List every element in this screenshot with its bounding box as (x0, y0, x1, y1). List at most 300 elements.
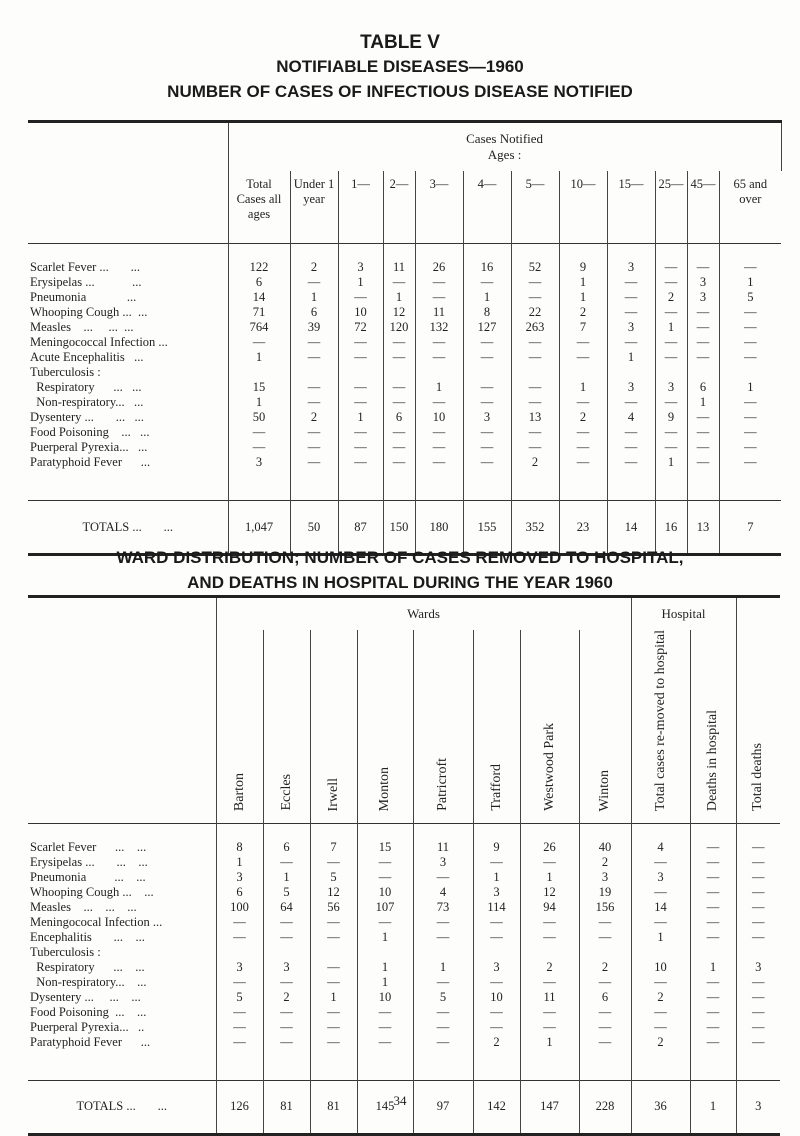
column-header-label: Monton (377, 766, 392, 811)
table-cell (263, 945, 310, 960)
table-cell: — (607, 275, 655, 290)
table-cell: — (559, 440, 607, 455)
table-cell: — (520, 930, 579, 945)
table-cell: 1 (263, 870, 310, 885)
spacer-cell (413, 1050, 473, 1081)
table-cell: — (607, 395, 655, 410)
table-cell: 39 (290, 320, 338, 335)
table-cell: 14 (631, 900, 690, 915)
table-cell: 3 (463, 410, 511, 425)
table-cell: 1 (655, 320, 687, 335)
table-cell: — (690, 1035, 736, 1050)
table-cell (383, 365, 415, 380)
hospital-header: Hospital (631, 597, 736, 631)
table-cell: 6 (263, 823, 310, 855)
table-cell: — (752, 974, 765, 989)
table-cell: — (263, 1020, 310, 1035)
table-cell: — (463, 380, 511, 395)
spacer-row (28, 470, 781, 501)
table-cell: 1 (338, 275, 383, 290)
spacer-cell (415, 470, 463, 501)
header-blank-right (736, 597, 780, 631)
table-cell: 11 (520, 990, 579, 1005)
row-label: Scarlet Fever ... ... (28, 823, 216, 855)
table-row (28, 990, 780, 1005)
column-header: 65 and over (733, 177, 768, 206)
table-row (28, 395, 781, 410)
table-cell: — (216, 1005, 263, 1020)
column-header: 2— (383, 171, 415, 244)
table-cell: — (415, 350, 463, 365)
table-cell: 4 (631, 823, 690, 855)
column-header-label: Trafford (488, 764, 504, 811)
spacer-cell (338, 470, 383, 501)
table-cell (415, 365, 463, 380)
row-label: Meningococal Infection ... (28, 915, 216, 930)
table-cell: — (383, 335, 415, 350)
table-cell: 2 (263, 990, 310, 1005)
row-label: Respiratory ... ... (28, 380, 228, 395)
row-label: Dysentery ... ... ... (28, 990, 216, 1005)
totals-cell: 23 (559, 501, 607, 555)
table-cell: 1 (687, 395, 719, 410)
table-cell: 1 (520, 1035, 579, 1050)
table-cell: — (752, 839, 765, 854)
column-header (631, 630, 690, 823)
table-cell: — (357, 915, 413, 930)
table-cell: — (338, 455, 383, 470)
table-cell: — (338, 380, 383, 395)
table-cell: 3 (473, 885, 520, 900)
row-label-header (28, 630, 216, 823)
table-cell: 2 (473, 1035, 520, 1050)
table-cell: 1 (216, 855, 263, 870)
column-header-label: Westwood Park (541, 723, 557, 811)
table-cell: 3 (607, 320, 655, 335)
table-cell: — (338, 350, 383, 365)
column-header (520, 630, 579, 823)
table-cell: — (463, 275, 511, 290)
table-cell: 4 (413, 885, 473, 900)
spacer-cell (719, 470, 781, 501)
table-cell: — (357, 1020, 413, 1035)
table-cell: — (228, 425, 290, 440)
totals-cell: 14 (607, 501, 655, 555)
table-cell: — (631, 1020, 690, 1035)
table-row (28, 380, 781, 395)
table-cell: 2 (290, 244, 338, 276)
table-cell: — (752, 914, 765, 929)
table-cell: 2 (631, 1035, 690, 1050)
table-cell: — (690, 990, 736, 1005)
row-label: Measles ... ... ... (28, 320, 228, 335)
row-label: Puerperal Pyrexia... ... (28, 440, 228, 455)
column-header: 1— (338, 171, 383, 244)
totals-row (28, 501, 781, 555)
table-cell: — (263, 915, 310, 930)
table-cell: 50 (228, 410, 290, 425)
table-cell: 132 (415, 320, 463, 335)
table-cell: 7 (559, 320, 607, 335)
spacer-cell (511, 470, 559, 501)
table-cell: — (216, 930, 263, 945)
totals-cell: 81 (263, 1080, 310, 1134)
table-cell: — (415, 275, 463, 290)
table-cell: 1 (228, 350, 290, 365)
table-cell: 3 (263, 960, 310, 975)
table-row (28, 945, 780, 960)
table-cell: — (415, 440, 463, 455)
spacer-cell (473, 1050, 520, 1081)
ward-table-heading-1: WARD DISTRIBUTION; NUMBER OF CASES REMOVED TO HOSPITAL, (116, 548, 684, 567)
table-cell: 16 (463, 244, 511, 276)
table-cell: 3 (631, 870, 690, 885)
totals-cell: 87 (338, 501, 383, 555)
table-cell: — (631, 1005, 690, 1020)
table-cell: — (463, 395, 511, 410)
table-cell: — (216, 915, 263, 930)
table-cell: — (744, 440, 757, 454)
table-row (28, 320, 781, 335)
table-cell: — (290, 275, 338, 290)
table-cell (579, 945, 631, 960)
table-cell: — (752, 884, 765, 899)
table-cell: — (263, 930, 310, 945)
table-cell: 114 (473, 900, 520, 915)
table-cell: 72 (338, 320, 383, 335)
table-cell: — (744, 455, 757, 469)
table-row (28, 350, 781, 365)
row-label: Meningococcal Infection ... (28, 335, 228, 350)
table-cell: 73 (413, 900, 473, 915)
table-cell (310, 945, 357, 960)
table-cell: — (752, 1034, 765, 1049)
table-cell: — (690, 885, 736, 900)
table-cell: 6 (290, 305, 338, 320)
column-header-label: Winton (597, 769, 612, 811)
table-cell: — (383, 425, 415, 440)
ward-distribution-body (28, 823, 780, 1134)
row-label: Dysentery ... ... ... (28, 410, 228, 425)
row-label: Acute Encephalitis ... (28, 350, 228, 365)
header-blank (28, 122, 228, 172)
table-cell: — (383, 380, 415, 395)
table-cell: — (290, 440, 338, 455)
table-cell: — (263, 975, 310, 990)
totals-cell: 147 (520, 1080, 579, 1134)
table-cell: — (338, 425, 383, 440)
table-cell: — (310, 960, 357, 975)
table-cell: — (357, 1005, 413, 1020)
table-cell: 52 (511, 244, 559, 276)
table-cell: 1 (310, 990, 357, 1005)
table-row (28, 410, 781, 425)
row-label: Whooping Cough ... ... (28, 885, 216, 900)
table-cell: 3 (607, 244, 655, 276)
table-cell: — (216, 1020, 263, 1035)
spacer-cell (216, 1050, 263, 1081)
table-cell: 1 (338, 410, 383, 425)
table-cell: 8 (463, 305, 511, 320)
table-cell: — (744, 335, 757, 349)
table-cell: — (338, 335, 383, 350)
table-cell: 2 (655, 290, 687, 305)
ward-table-heading-2: AND DEATHS IN HOSPITAL DURING THE YEAR 1960 (187, 573, 613, 592)
table-cell: 120 (383, 320, 415, 335)
table-cell: — (655, 244, 687, 276)
row-label: Respiratory ... ... (28, 960, 216, 975)
table-cell: — (579, 930, 631, 945)
row-label: Tuberculosis : (28, 945, 216, 960)
table-row (28, 440, 781, 455)
table-cell: 2 (520, 960, 579, 975)
spacer-cell (290, 470, 338, 501)
table-cell: — (357, 855, 413, 870)
table-cell (719, 365, 781, 380)
table-cell: 1 (607, 350, 655, 365)
table-cell: — (687, 244, 719, 276)
table-cell: 6 (687, 380, 719, 395)
totals-cell: 145 (357, 1080, 413, 1134)
table-cell: — (310, 1020, 357, 1035)
table-cell: — (413, 870, 473, 885)
column-header-label: Total deaths (750, 743, 766, 811)
group-header-row (28, 122, 781, 172)
table-cell: 1 (357, 975, 413, 990)
table-cell: — (744, 395, 757, 409)
table-cell: — (310, 975, 357, 990)
table-cell: — (752, 989, 765, 1004)
table-row (28, 960, 780, 975)
table-cell: 26 (520, 823, 579, 855)
table-cell: — (310, 1035, 357, 1050)
table-cell: — (310, 915, 357, 930)
table-cell: 1 (463, 290, 511, 305)
column-header (263, 630, 310, 823)
table-cell: — (655, 275, 687, 290)
table-cell: — (687, 440, 719, 455)
table-cell: 1 (747, 380, 754, 394)
table-cell: — (413, 1035, 473, 1050)
table-row (28, 1020, 780, 1035)
spacer-row (28, 1050, 780, 1081)
notified-cases-table (28, 120, 782, 556)
table-cell: 3 (216, 960, 263, 975)
table-cell: 3 (473, 960, 520, 975)
table-cell: — (752, 1019, 765, 1034)
table-cell: 9 (473, 823, 520, 855)
table-cell: — (511, 335, 559, 350)
spacer-cell (228, 470, 290, 501)
table-cell: 1 (228, 395, 290, 410)
table-cell (228, 365, 290, 380)
table-cell: 1 (631, 930, 690, 945)
table-title: TABLE V (360, 32, 440, 53)
table-row (28, 290, 781, 305)
column-header-label: Deaths in hospital (705, 709, 721, 811)
table-row (28, 275, 781, 290)
table-cell: — (690, 930, 736, 945)
table-cell: — (511, 290, 559, 305)
table-cell: — (473, 1005, 520, 1020)
table-cell: — (383, 395, 415, 410)
table-cell (687, 365, 719, 380)
totals-cell: 155 (463, 501, 511, 555)
table-cell: — (631, 915, 690, 930)
table-row (28, 365, 781, 380)
column-header: 25— (655, 171, 687, 244)
table-cell: 12 (310, 885, 357, 900)
spacer-cell (28, 470, 228, 501)
table-cell: — (655, 305, 687, 320)
table-cell: 12 (520, 885, 579, 900)
table-cell: 10 (338, 305, 383, 320)
table-cell: 127 (463, 320, 511, 335)
table-cell: 9 (559, 244, 607, 276)
table-cell (736, 945, 780, 960)
table-cell: 4 (607, 410, 655, 425)
table-cell: — (752, 929, 765, 944)
table-cell: — (690, 870, 736, 885)
row-label: Whooping Cough ... ... (28, 305, 228, 320)
table-cell: — (263, 855, 310, 870)
table-cell: — (511, 380, 559, 395)
totals-cell: 7 (719, 501, 781, 555)
table-cell: — (338, 290, 383, 305)
table-cell: — (752, 869, 765, 884)
table-cell: 3 (687, 275, 719, 290)
column-header: 15— (607, 171, 655, 244)
table-cell: 10 (631, 960, 690, 975)
column-header (413, 630, 473, 823)
table-cell: — (415, 425, 463, 440)
column-header-label: Patricroft (435, 758, 450, 811)
table-cell: 1 (415, 380, 463, 395)
row-label: Paratyphoid Fever ... (28, 455, 228, 470)
totals-cell: 150 (383, 501, 415, 555)
table-cell: — (607, 305, 655, 320)
table-cell: — (338, 440, 383, 455)
spacer-cell (520, 1050, 579, 1081)
table-cell: — (655, 335, 687, 350)
table-cell: — (687, 425, 719, 440)
table-cell: — (310, 930, 357, 945)
column-header (690, 630, 736, 823)
table-cell: — (690, 855, 736, 870)
column-header (736, 630, 780, 823)
table-heading: NUMBER OF CASES OF INFECTIOUS DISEASE NOTIFIED (167, 82, 633, 101)
spacer-cell (655, 470, 687, 501)
table-row (28, 425, 781, 440)
table-cell: — (383, 275, 415, 290)
table-cell: — (511, 275, 559, 290)
table-cell: 3 (755, 959, 762, 974)
table-cell: — (752, 899, 765, 914)
table-cell: 7 (310, 823, 357, 855)
table-cell: 22 (511, 305, 559, 320)
table-cell: 71 (228, 305, 290, 320)
table-cell: — (687, 305, 719, 320)
table-cell: — (511, 425, 559, 440)
table-cell: — (631, 855, 690, 870)
table-cell: — (473, 915, 520, 930)
table-cell: 19 (579, 885, 631, 900)
table-cell: 764 (228, 320, 290, 335)
table-row (28, 885, 780, 900)
table-cell: 3 (687, 290, 719, 305)
totals-cell: 16 (655, 501, 687, 555)
table-cell: 1 (559, 380, 607, 395)
spacer-cell (736, 1050, 780, 1081)
table-cell: — (463, 440, 511, 455)
table-cell: 1 (559, 275, 607, 290)
row-label: Tuberculosis : (28, 365, 228, 380)
row-label: Puerperal Pyrexia... .. (28, 1020, 216, 1035)
table-cell: — (290, 455, 338, 470)
column-header-label: Irwell (325, 777, 341, 811)
ward-distribution-table (28, 595, 780, 1136)
table-cell: — (463, 455, 511, 470)
column-header: 5— (511, 171, 559, 244)
table-cell: — (579, 975, 631, 990)
table-cell: — (413, 975, 473, 990)
table-cell: — (607, 440, 655, 455)
table-cell: 1 (473, 870, 520, 885)
table-cell: — (687, 335, 719, 350)
table-cell: — (228, 440, 290, 455)
table-cell: 15 (357, 823, 413, 855)
ages-label: Ages : (487, 147, 522, 162)
table-cell: 56 (310, 900, 357, 915)
table-cell: 6 (228, 275, 290, 290)
table-cell: 1 (747, 275, 754, 289)
table-row (28, 335, 781, 350)
table-cell: 15 (228, 380, 290, 395)
table-cell: — (463, 350, 511, 365)
table-row (28, 455, 781, 470)
table-cell (511, 365, 559, 380)
table-cell: — (383, 350, 415, 365)
table-cell: — (511, 350, 559, 365)
table-cell: 1 (559, 290, 607, 305)
table-cell: 3 (216, 870, 263, 885)
table-cell: 2 (579, 855, 631, 870)
table-cell: — (690, 900, 736, 915)
table-row (28, 975, 780, 990)
column-header-label: Total cases re-moved to hospital (652, 630, 668, 811)
table-cell: 64 (263, 900, 310, 915)
table-cell: — (607, 425, 655, 440)
table-cell: — (473, 975, 520, 990)
table-cell: — (752, 1004, 765, 1019)
table-cell: — (655, 350, 687, 365)
row-label: Erysipelas ... ... (28, 275, 228, 290)
column-header: Under 1 year (290, 171, 338, 244)
table-cell (559, 365, 607, 380)
table-cell: — (687, 455, 719, 470)
table-row (28, 305, 781, 320)
spacer-cell (310, 1050, 357, 1081)
table-cell: 263 (511, 320, 559, 335)
table-cell: — (520, 1020, 579, 1035)
row-label: Scarlet Fever ... ... (28, 244, 228, 276)
table-cell (690, 945, 736, 960)
table-cell: — (520, 975, 579, 990)
column-header (310, 630, 357, 823)
row-label: Non-respiratory... ... (28, 975, 216, 990)
column-header: 45— (687, 171, 719, 244)
column-header: Total Cases all ages (228, 171, 290, 244)
